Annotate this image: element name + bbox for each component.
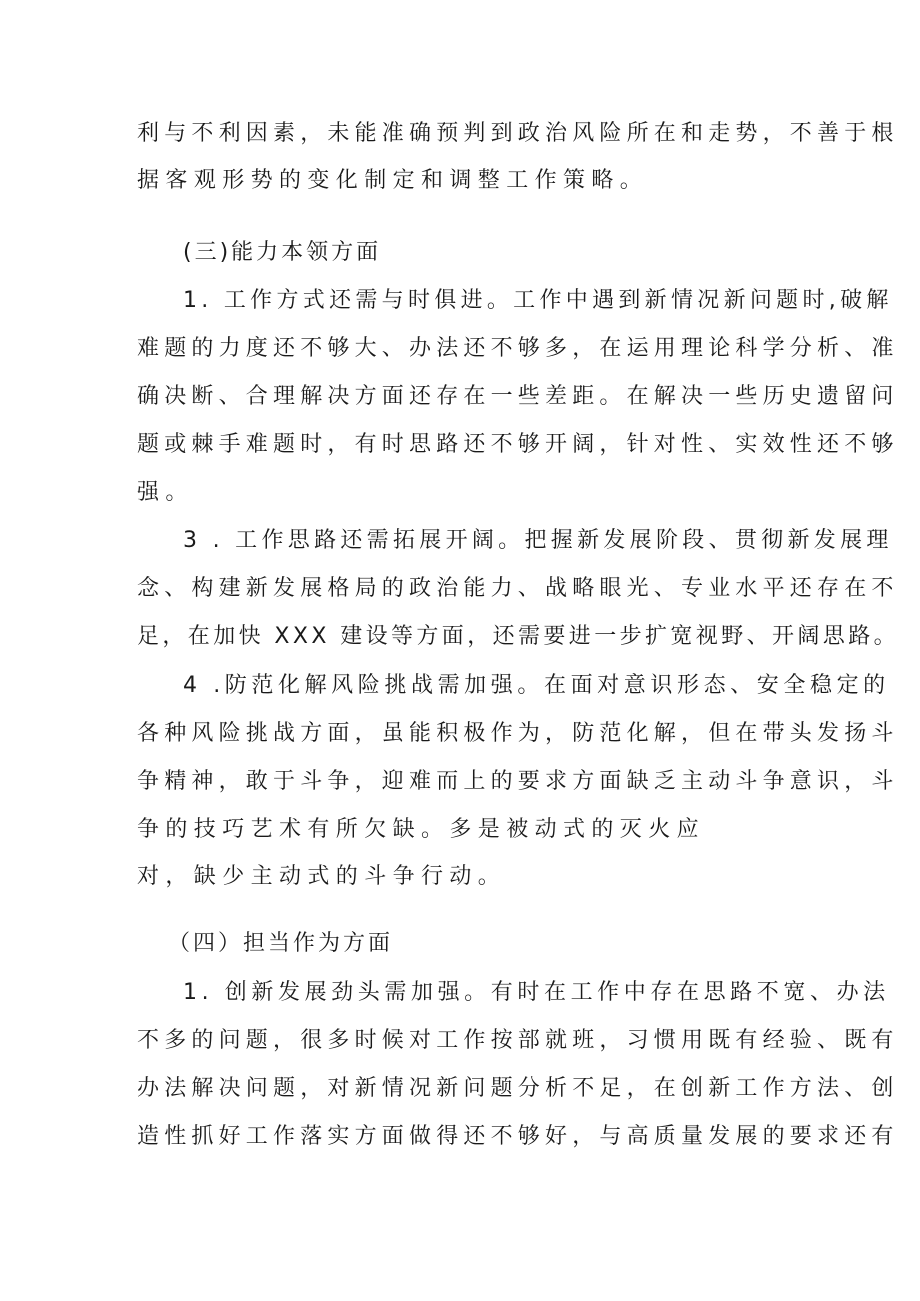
text-line: 强。 [137,480,194,505]
text-line: 确决断、合理解决方面还存在一些差距。在解决一些历史遗留问 [137,384,899,409]
text-line: 难题的力度还不够大、办法还不够多，在运用理论科学分析、准 [137,336,899,361]
text-line: 题或棘手难题时，有时思路还不够开阔，针对性、实效性还不够 [137,432,899,457]
text-line: 1. 工作方式还需与时俱进。工作中遇到新情况新问题时,破解 [183,288,893,313]
text-line: 念、构建新发展格局的政治能力、战略眼光、专业水平还存在不 [137,576,899,601]
text-line: 办法解决问题，对新情况新问题分析不足，在创新工作方法、创 [137,1076,899,1101]
text-line: 对，缺少主动式的斗争行动。 [137,864,507,889]
text-line: 造性抓好工作落实方面做得还不够好，与高质量发展的要求还有 [137,1124,899,1149]
text-line: 据客观形势的变化制定和调整工作策略。 [137,168,649,193]
section-heading: （四）担当作为方面 [168,931,394,956]
text-line: 1. 创新发展劲头需加强。有时在工作中存在思路不宽、办法 [183,980,890,1005]
text-line: 足，在加快 XXX 建设等方面，还需要进一步扩宽视野、开阔思路。 [137,624,900,649]
text-line: 4 .防范化解风险挑战需加强。在面对意识形态、安全稳定的 [183,673,890,698]
text-line: 争精神，敢于斗争，迎难而上的要求方面缺乏主动斗争意识，斗 [137,769,899,794]
text-line: 不多的问题，很多时候对工作按部就班，习惯用既有经验、既有 [137,1028,899,1053]
text-line: 争的技巧艺术有所欠缺。多是被动式的灭火应 [137,817,706,842]
text-line: 利与不利因素，未能准确预判到政治风险所在和走势，不善于根 [137,121,899,146]
text-line: 3 . 工作思路还需拓展开阔。把握新发展阶段、贯彻新发展理 [183,528,893,553]
section-heading: (三)能力本领方面 [183,240,382,265]
text-line: 各种风险挑战方面，虽能积极作为，防范化解，但在带头发扬斗 [137,721,899,746]
